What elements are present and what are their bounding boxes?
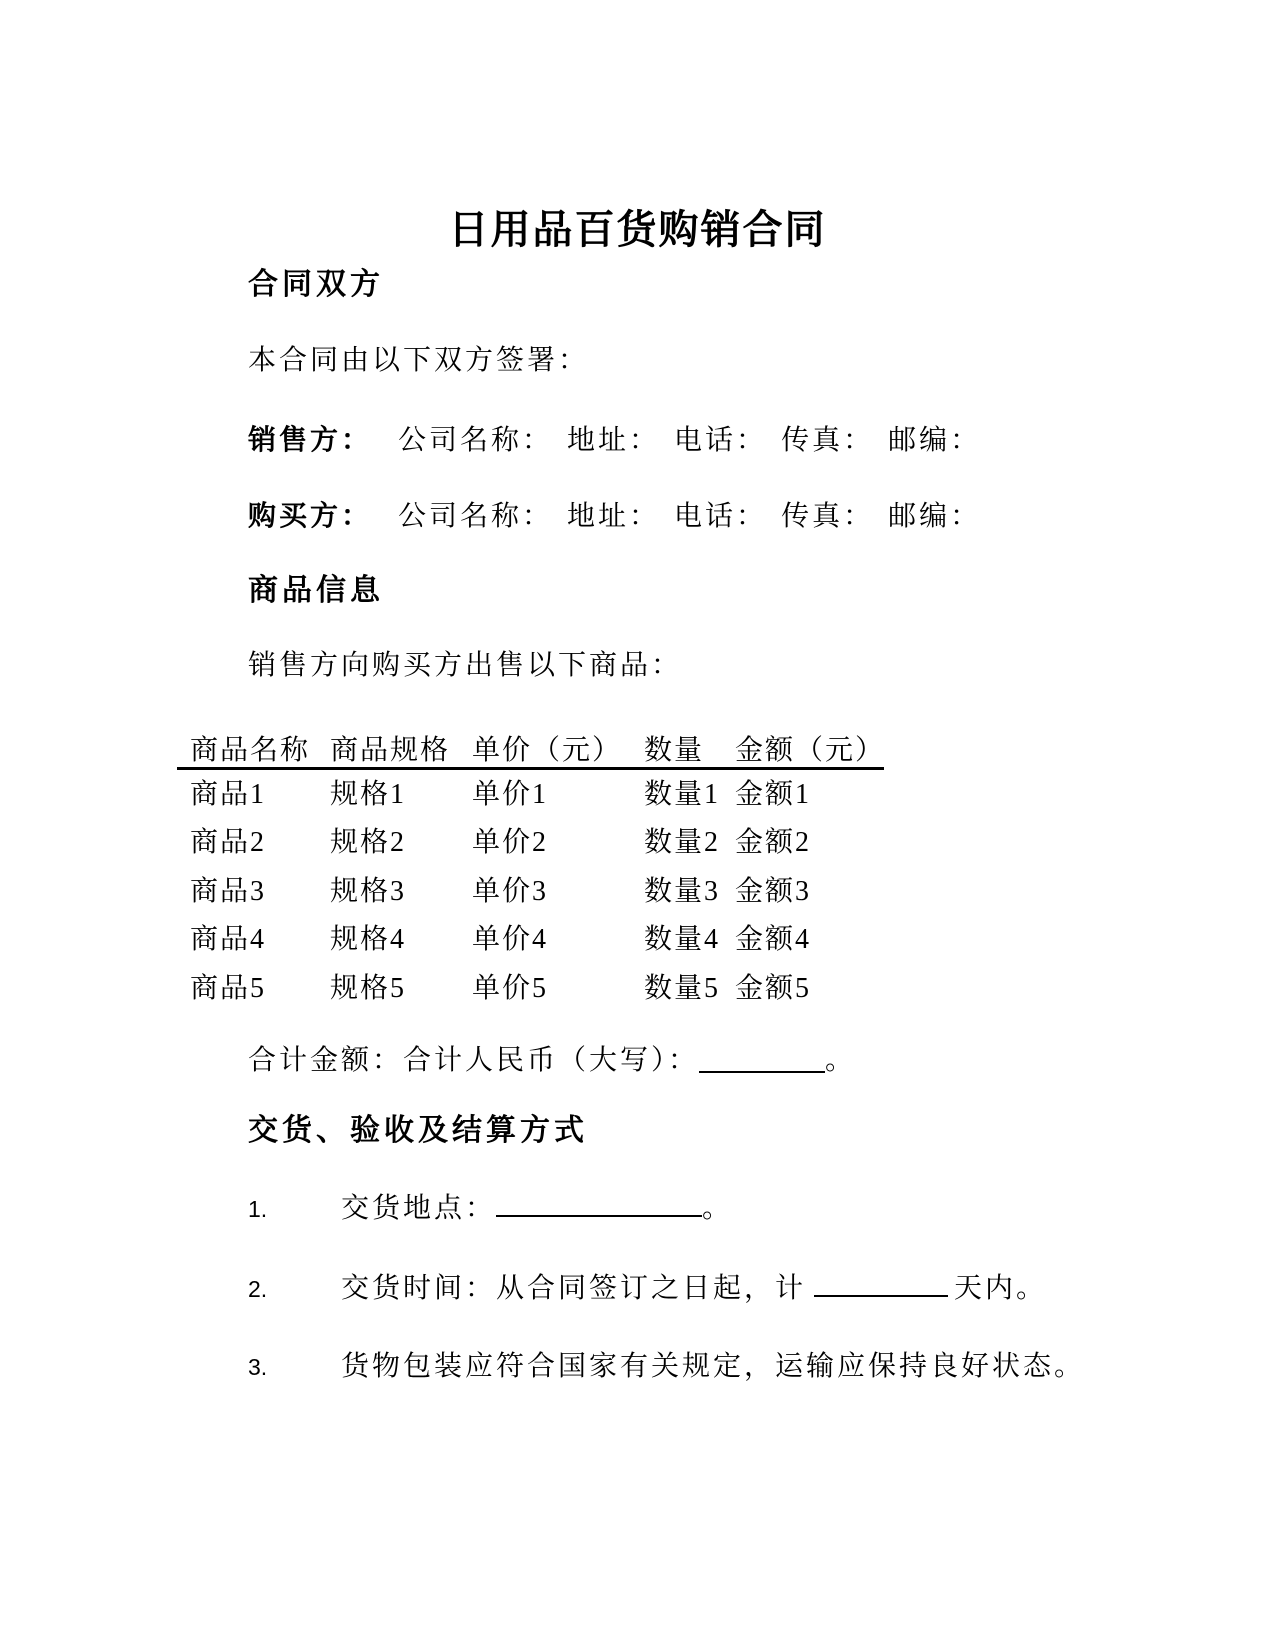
section-heading-delivery: 交货、验收及结算方式 — [248, 1114, 588, 1147]
cell-product-name: 商品5 — [190, 972, 267, 1004]
buyer-line — [248, 499, 981, 534]
goods-table-header-row — [177, 728, 884, 770]
seller-field-phone: 电话： — [674, 425, 768, 456]
cell-spec: 规格5 — [330, 972, 407, 1004]
fill-in-blank-line — [496, 1210, 702, 1217]
cell-quantity: 数量4 — [644, 924, 721, 955]
table-row — [177, 916, 884, 965]
cell-amount: 金额5 — [735, 972, 812, 1004]
col-header-amount: 金额（元） — [735, 735, 886, 766]
cell-amount: 金额2 — [735, 827, 812, 858]
packaging-text: 货物包装应符合国家有关规定，运输应保持良好状态。 — [341, 1351, 1086, 1382]
cell-amount: 金额1 — [735, 778, 812, 810]
list-item-number: 1. — [248, 1196, 268, 1222]
cell-unit-price: 单价1 — [472, 778, 549, 810]
section-heading-parties: 合同双方 — [248, 268, 384, 301]
list-item-delivery-place — [248, 1192, 733, 1226]
cell-quantity: 数量3 — [644, 875, 721, 907]
col-header-unit-price: 单价（元） — [472, 735, 623, 766]
cell-spec: 规格1 — [330, 778, 407, 810]
document-title: 日用品百货购销合同 — [448, 208, 827, 252]
cell-product-name: 商品3 — [190, 875, 267, 907]
col-header-spec: 商品规格 — [330, 735, 451, 766]
cell-spec: 规格4 — [330, 924, 407, 955]
list-item-delivery-time — [248, 1272, 1047, 1306]
seller-line — [248, 423, 981, 458]
fill-in-blank-line — [814, 1290, 948, 1297]
total-amount-period: 。 — [825, 1045, 857, 1076]
cell-quantity: 数量1 — [644, 778, 721, 810]
buyer-field-zip: 邮编： — [888, 501, 982, 532]
cell-product-name: 商品4 — [190, 924, 267, 955]
seller-label: 销售方： — [248, 424, 373, 455]
col-header-quantity: 数量 — [644, 735, 705, 766]
parties-intro-paragraph: 本合同由以下双方签署： — [248, 345, 590, 376]
seller-field-company: 公司名称： — [398, 425, 554, 456]
buyer-field-phone: 电话： — [674, 501, 768, 532]
cell-unit-price: 单价3 — [472, 875, 549, 907]
cell-unit-price: 单价5 — [472, 972, 549, 1004]
buyer-field-address: 地址： — [567, 501, 661, 532]
list-item-number: 3. — [248, 1354, 268, 1380]
delivery-place-period: 。 — [702, 1193, 734, 1224]
cell-unit-price: 单价2 — [472, 827, 549, 858]
buyer-label: 购买方： — [248, 500, 373, 531]
table-row — [177, 964, 884, 1013]
delivery-time-suffix: 天内。 — [954, 1273, 1048, 1304]
cell-spec: 规格2 — [330, 827, 407, 858]
total-amount-text: 合计金额：合计人民币（大写）： — [248, 1045, 700, 1076]
cell-product-name: 商品1 — [190, 778, 267, 810]
total-amount-line — [248, 1044, 856, 1078]
fill-in-blank-line — [699, 1066, 825, 1073]
buyer-field-company: 公司名称： — [398, 501, 554, 532]
cell-quantity: 数量5 — [644, 972, 721, 1004]
list-item-packaging — [248, 1350, 1085, 1384]
cell-product-name: 商品2 — [190, 827, 267, 858]
cell-unit-price: 单价4 — [472, 924, 549, 955]
table-row — [177, 867, 884, 916]
buyer-field-fax: 传真： — [781, 501, 875, 532]
goods-table — [177, 728, 884, 1013]
section-heading-goods: 商品信息 — [248, 574, 384, 607]
delivery-place-text: 交货地点： — [341, 1193, 497, 1224]
seller-field-zip: 邮编： — [888, 425, 982, 456]
table-row — [177, 770, 884, 819]
list-item-number: 2. — [248, 1276, 268, 1302]
goods-intro-paragraph: 销售方向购买方出售以下商品： — [248, 650, 683, 681]
table-row — [177, 819, 884, 868]
delivery-time-text: 交货时间：从合同签订之日起，计 — [341, 1273, 807, 1304]
seller-field-fax: 传真： — [781, 425, 875, 456]
seller-field-address: 地址： — [567, 425, 661, 456]
cell-amount: 金额3 — [735, 875, 812, 907]
col-header-product-name: 商品名称 — [190, 735, 311, 766]
cell-spec: 规格3 — [330, 875, 407, 907]
cell-quantity: 数量2 — [644, 827, 721, 858]
cell-amount: 金额4 — [735, 924, 812, 955]
